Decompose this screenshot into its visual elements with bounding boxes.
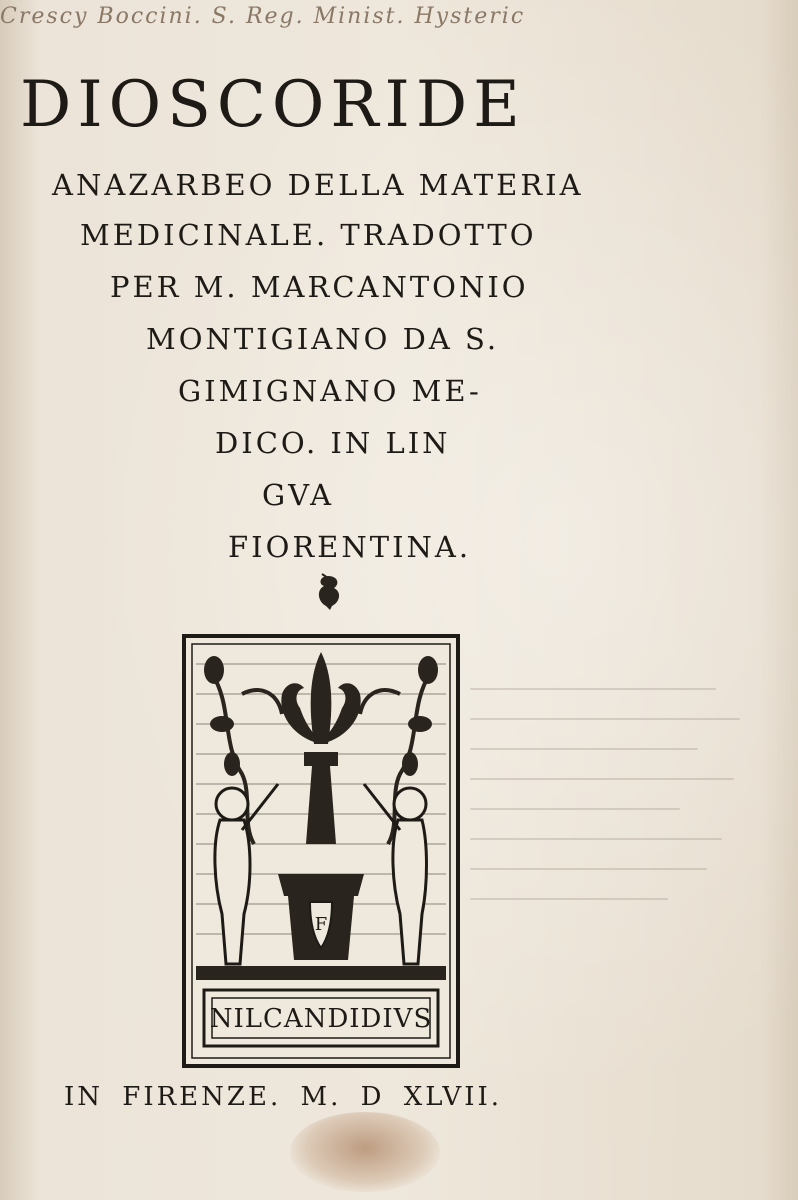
paper-stain	[290, 1112, 440, 1192]
device-monogram: F	[314, 914, 328, 935]
printer-device-woodcut	[182, 634, 460, 1068]
book-title: DIOSCORIDE	[20, 68, 526, 142]
device-motto: NILCANDIDIVS	[209, 1004, 433, 1034]
handwritten-inscription: Crescy Boccini. S. Reg. Minist. Hysteric	[0, 4, 526, 29]
bleed-through-text	[470, 660, 770, 960]
title-line-8: FIORENTINA.	[228, 530, 472, 564]
title-line-5: GIMIGNANO ME-	[178, 374, 482, 408]
imprint-line: IN FIRENZE. M. D XLVII.	[64, 1082, 503, 1112]
title-line-3: PER M. MARCANTONIO	[110, 270, 529, 304]
fleuron-ornament	[310, 572, 346, 612]
title-line-6: DICO. IN LIN	[215, 426, 451, 460]
title-line-4: MONTIGIANO DA S.	[146, 322, 500, 356]
title-line-1: ANAZARBEO DELLA MATERIA	[52, 168, 584, 202]
title-line-2: MEDICINALE. TRADOTTO	[80, 218, 537, 252]
title-line-7: GVA	[262, 478, 335, 512]
